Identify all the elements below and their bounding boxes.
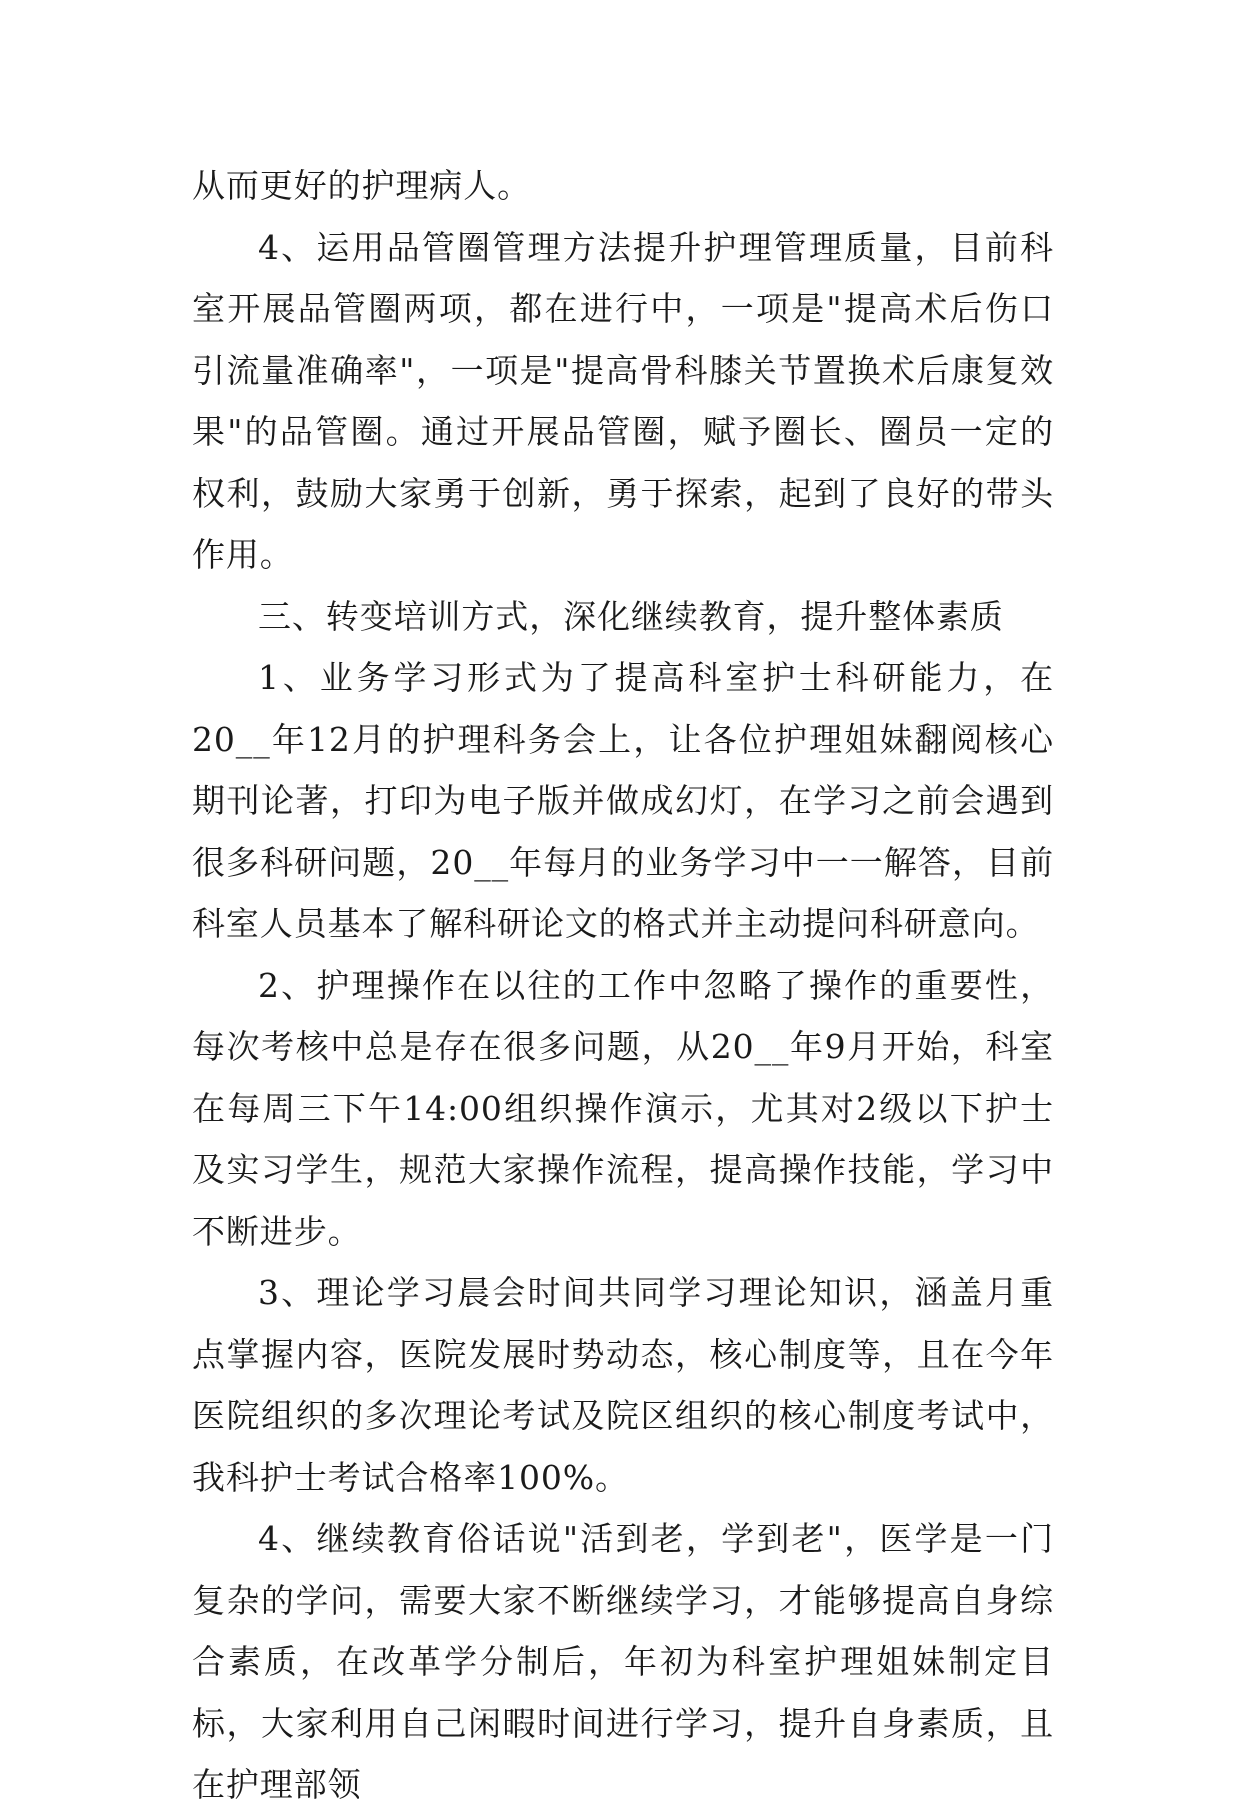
section-heading-3: 三、转变培训方式，深化继续教育，提升整体素质 xyxy=(258,596,1004,636)
paragraph-item-4-quality-circle: 4、运用品管圈管理方法提升护理管理质量，目前科室开展品管圈两项，都在进行中，一项是"提高术后伤口引流量准确率"，一项是"提高骨科膝关节置换术后康复效果"的品管圈。通过开展品管圈，赋予圈长、圈员一定的权利，鼓励大家勇于创新，勇于探索，起到了良好的带头作用。 xyxy=(192,227,1054,574)
document-body xyxy=(192,155,1054,1816)
paragraph-item-2-nursing-operation: 2、护理操作在以往的工作中忽略了操作的重要性，每次考核中总是存在很多问题，从20__年9月开始，科室在每周三下午14:00组织操作演示，尤其对2级以下护士及实习学生，规范大家操作流程，提高操作技能，学习中不断进步。 xyxy=(192,965,1054,1251)
paragraph-item-4-continuing-education: 4、继续教育俗话说"活到老，学到老"，医学是一门复杂的学问，需要大家不断继续学习，才能够提高自身综合素质，在改革学分制后，年初为科室护理姐妹制定目标，大家利用自己闲暇时间进行学习，提升自身素质，且在护理部领 xyxy=(192,1519,1054,1804)
paragraph-item-1-business-study: 1、业务学习形式为了提高科室护士科研能力，在20__年12月的护理科务会上，让各位护理姐妹翻阅核心期刊论著，打印为电子版并做成幻灯，在学习之前会遇到很多科研问题，20__年每月的业务学习中一一解答，目前科室人员基本了解科研论文的格式并主动提问科研意向。 xyxy=(192,658,1054,943)
paragraph-item-3-theory-study: 3、理论学习晨会时间共同学习理论知识，涵盖月重点掌握内容，医院发展时势动态，核心制度等，且在今年医院组织的多次理论考试及院区组织的核心制度考试中，我科护士考试合格率100%。 xyxy=(192,1273,1054,1497)
paragraph-continuation: 从而更好的护理病人。 xyxy=(192,166,531,205)
